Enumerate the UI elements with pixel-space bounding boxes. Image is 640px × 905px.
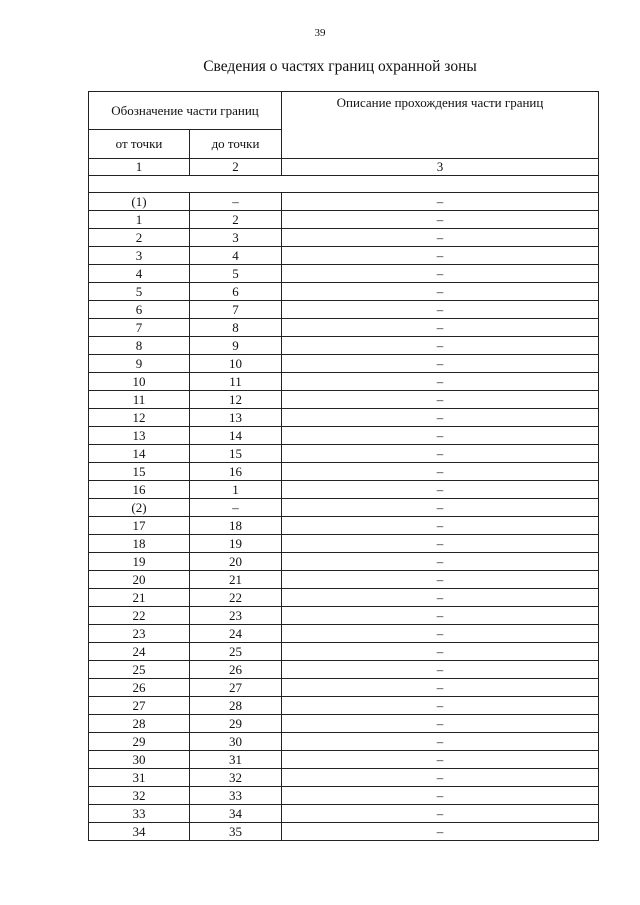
column-number-2: 2 <box>190 158 282 175</box>
description-cell: – <box>282 714 599 732</box>
table-row <box>89 750 599 768</box>
description-cell: – <box>282 408 599 426</box>
table-row <box>89 282 599 300</box>
table-row <box>89 606 599 624</box>
table-row <box>89 444 599 462</box>
description-cell: – <box>282 678 599 696</box>
from-point-cell: 23 <box>89 624 190 642</box>
to-point-cell: 28 <box>190 696 282 714</box>
header-designation: Обозначение части границ <box>89 92 282 130</box>
to-point-cell: 10 <box>190 354 282 372</box>
header-to-point: до точки <box>190 129 282 158</box>
description-cell: – <box>282 768 599 786</box>
from-point-cell: 17 <box>89 516 190 534</box>
from-point-cell: 33 <box>89 804 190 822</box>
to-point-cell: 14 <box>190 426 282 444</box>
table-row <box>89 534 599 552</box>
to-point-cell: 23 <box>190 606 282 624</box>
to-point-cell: 21 <box>190 570 282 588</box>
description-cell: – <box>282 318 599 336</box>
from-point-cell: 15 <box>89 462 190 480</box>
table-row <box>89 426 599 444</box>
column-number-1: 1 <box>89 158 190 175</box>
from-point-cell: 21 <box>89 588 190 606</box>
to-point-cell: 16 <box>190 462 282 480</box>
table-body <box>89 192 599 840</box>
table-row <box>89 462 599 480</box>
table-row <box>89 642 599 660</box>
description-cell: – <box>282 480 599 498</box>
description-cell: – <box>282 570 599 588</box>
from-point-cell: 25 <box>89 660 190 678</box>
table-row <box>89 714 599 732</box>
table-row <box>89 246 599 264</box>
to-point-cell: 8 <box>190 318 282 336</box>
table-row <box>89 660 599 678</box>
description-cell: – <box>282 210 599 228</box>
table-row <box>89 228 599 246</box>
table-row <box>89 210 599 228</box>
to-point-cell: 18 <box>190 516 282 534</box>
table-row <box>89 696 599 714</box>
to-point-cell: 11 <box>190 372 282 390</box>
from-point-cell: 11 <box>89 390 190 408</box>
description-cell: – <box>282 300 599 318</box>
table-row <box>89 804 599 822</box>
from-point-cell: 27 <box>89 696 190 714</box>
table-row <box>89 336 599 354</box>
page-title: Сведения о частях границ охранной зоны <box>203 58 477 75</box>
description-cell: – <box>282 696 599 714</box>
description-cell: – <box>282 372 599 390</box>
from-point-cell: 20 <box>89 570 190 588</box>
from-point-cell: 32 <box>89 786 190 804</box>
from-point-cell: 6 <box>89 300 190 318</box>
to-point-cell: – <box>190 498 282 516</box>
description-cell: – <box>282 588 599 606</box>
from-point-cell: 13 <box>89 426 190 444</box>
from-point-cell: 10 <box>89 372 190 390</box>
from-point-cell: 12 <box>89 408 190 426</box>
description-cell: – <box>282 390 599 408</box>
to-point-cell: 24 <box>190 624 282 642</box>
from-point-cell: 31 <box>89 768 190 786</box>
description-cell: – <box>282 426 599 444</box>
header-description-continued <box>282 129 599 158</box>
from-point-cell: 24 <box>89 642 190 660</box>
empty-row <box>89 175 599 192</box>
description-cell: – <box>282 786 599 804</box>
description-cell: – <box>282 228 599 246</box>
to-point-cell: 7 <box>190 300 282 318</box>
description-cell: – <box>282 552 599 570</box>
description-cell: – <box>282 444 599 462</box>
to-point-cell: 5 <box>190 264 282 282</box>
from-point-cell: (1) <box>89 192 190 210</box>
to-point-cell: 13 <box>190 408 282 426</box>
from-point-cell: 8 <box>89 336 190 354</box>
table-row <box>89 192 599 210</box>
from-point-cell: 9 <box>89 354 190 372</box>
table-row <box>89 390 599 408</box>
table-row <box>89 354 599 372</box>
description-cell: – <box>282 282 599 300</box>
to-point-cell: 25 <box>190 642 282 660</box>
from-point-cell: 4 <box>89 264 190 282</box>
from-point-cell: 22 <box>89 606 190 624</box>
description-cell: – <box>282 642 599 660</box>
to-point-cell: 32 <box>190 768 282 786</box>
table-row <box>89 588 599 606</box>
description-cell: – <box>282 534 599 552</box>
from-point-cell: 18 <box>89 534 190 552</box>
from-point-cell: 1 <box>89 210 190 228</box>
table-row <box>89 498 599 516</box>
description-cell: – <box>282 264 599 282</box>
table-row <box>89 552 599 570</box>
to-point-cell: 9 <box>190 336 282 354</box>
description-cell: – <box>282 192 599 210</box>
to-point-cell: 6 <box>190 282 282 300</box>
to-point-cell: 12 <box>190 390 282 408</box>
description-cell: – <box>282 246 599 264</box>
from-point-cell: (2) <box>89 498 190 516</box>
from-point-cell: 16 <box>89 480 190 498</box>
page-number: 39 <box>314 27 326 39</box>
to-point-cell: 27 <box>190 678 282 696</box>
description-cell: – <box>282 750 599 768</box>
table-row <box>89 732 599 750</box>
to-point-cell: 29 <box>190 714 282 732</box>
from-point-cell: 30 <box>89 750 190 768</box>
description-cell: – <box>282 660 599 678</box>
from-point-cell: 2 <box>89 228 190 246</box>
from-point-cell: 3 <box>89 246 190 264</box>
to-point-cell: 35 <box>190 822 282 840</box>
to-point-cell: 33 <box>190 786 282 804</box>
to-point-cell: 34 <box>190 804 282 822</box>
table-row <box>89 300 599 318</box>
to-point-cell: 1 <box>190 480 282 498</box>
table-header <box>89 92 599 193</box>
description-cell: – <box>282 822 599 840</box>
from-point-cell: 19 <box>89 552 190 570</box>
table-row <box>89 624 599 642</box>
to-point-cell: 3 <box>190 228 282 246</box>
table-row <box>89 264 599 282</box>
description-cell: – <box>282 732 599 750</box>
header-from-point: от точки <box>89 129 190 158</box>
to-point-cell: 4 <box>190 246 282 264</box>
table-row <box>89 408 599 426</box>
description-cell: – <box>282 462 599 480</box>
to-point-cell: 31 <box>190 750 282 768</box>
table-row <box>89 372 599 390</box>
boundary-table <box>88 91 599 841</box>
from-point-cell: 26 <box>89 678 190 696</box>
description-cell: – <box>282 804 599 822</box>
to-point-cell: 26 <box>190 660 282 678</box>
from-point-cell: 29 <box>89 732 190 750</box>
to-point-cell: – <box>190 192 282 210</box>
column-number-3: 3 <box>282 158 599 175</box>
from-point-cell: 7 <box>89 318 190 336</box>
description-cell: – <box>282 606 599 624</box>
description-cell: – <box>282 354 599 372</box>
to-point-cell: 22 <box>190 588 282 606</box>
table-row <box>89 480 599 498</box>
to-point-cell: 30 <box>190 732 282 750</box>
table-row <box>89 570 599 588</box>
to-point-cell: 2 <box>190 210 282 228</box>
description-cell: – <box>282 498 599 516</box>
description-cell: – <box>282 624 599 642</box>
to-point-cell: 15 <box>190 444 282 462</box>
table-row <box>89 786 599 804</box>
to-point-cell: 19 <box>190 534 282 552</box>
to-point-cell: 20 <box>190 552 282 570</box>
table-row <box>89 822 599 840</box>
table-row <box>89 678 599 696</box>
from-point-cell: 14 <box>89 444 190 462</box>
table-row <box>89 318 599 336</box>
description-cell: – <box>282 336 599 354</box>
from-point-cell: 5 <box>89 282 190 300</box>
header-description: Описание прохождения части границ <box>282 92 599 130</box>
table-row <box>89 768 599 786</box>
description-cell: – <box>282 516 599 534</box>
from-point-cell: 28 <box>89 714 190 732</box>
table-row <box>89 516 599 534</box>
from-point-cell: 34 <box>89 822 190 840</box>
